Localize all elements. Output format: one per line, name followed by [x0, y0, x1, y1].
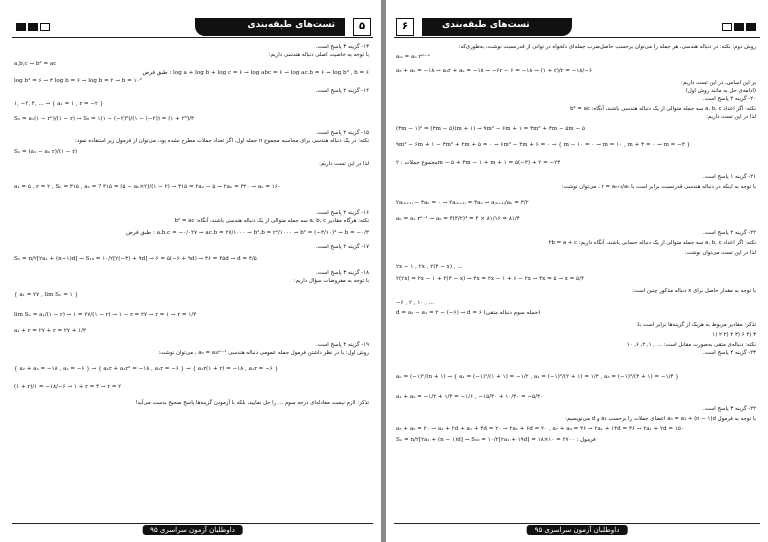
equation-line: Sₙ = (a₁ − aₙ r)/(۱ − r): [14, 149, 78, 155]
text-line: ۲۲- گزینه ۴ پاسخ است.: [702, 230, 756, 236]
equation-line: log b³ = ۶ → ۳ log b = ۶ → log b = ۲ → b = ۱۰²: [14, 78, 142, 84]
equation-line: (۱ + r)/۱ = −۱۸/−۶ → ۱ + r = ۳ → r = ۲: [14, 384, 122, 390]
text-line: نکته: هرگاه مقادیر a, b, c سه جمله متوالی از یک دنباله هندسی باشند، آنگاه: b² = ac: [174, 218, 369, 224]
page-number: ۵: [353, 18, 371, 36]
text-line: با توجه به خاصیت اصلی دنباله هندسی داریم:: [268, 52, 369, 58]
header-title-band: [195, 18, 345, 36]
equation-line: ۲a₍ₙ₊₁₎ − ۳aₙ = ۰ → ۲a₍ₙ₊₁₎ = ۳aₙ → a₍ₙ₊₁₎/aₙ = ۳/۲: [396, 200, 529, 206]
equation-line: a₃ + a₅ = ۲۰ → a₁ + ۲d + a₁ + ۴d = ۲۰ → ۲a₁ + ۶d = ۲۰ , a₇ + a₉ = ۳۶ → ۲a₁ + ۱۴d = ۳۶ → ۲a₁ + ۲d = ۱۵۰: [396, 426, 684, 432]
equation-line: aₘ = aₙ rᵐ⁻ⁿ: [396, 54, 431, 60]
text-line: ۱۹- گزینه ۴ پاسخ است.: [315, 342, 369, 348]
equation-line: a,b,c → b² = ac: [14, 61, 57, 67]
left-page-content: [14, 44, 369, 518]
left-page-header: [12, 18, 373, 38]
text-line: روش دوم: نکته: در دنباله هندسی، هر جمله را می‌توان برحسب حاصل‌ضرب جمله‌ای دلخواه در توانی از قدرنسبت نوشت، به‌طوری‌که:: [458, 44, 756, 50]
page-number: ۶: [396, 18, 414, 36]
equation-line: aₙ = (−۱)ⁿ/(n + ۱) → { a₁ = (−۱)¹/(۱ + ۱) = −۱/۲ , a₂ = (−۱)²/(۲ + ۱) = ۱/۳ , a₃ = (−۱)³/(۳ + ۱) = −۱/۴ }: [396, 374, 679, 380]
text-line: نکته: اگر اعداد a, b, c سه جمله متوالی از یک دنباله حسابی باشند، آنگاه داریم: ۲b = a + c: [548, 240, 756, 246]
header-decoration: [722, 23, 756, 29]
header-title: تست‌های طبقه‌بندی: [442, 20, 530, 30]
text-line: با توجه به اینکه در دنباله هندسی قدرنسبت برابر است با r = aₙ₊₁/aₙ ، می‌توان نوشت:: [561, 184, 756, 190]
equation-line: { a₁ = ۲۷ , lim Sₙ = ۱ }: [14, 292, 78, 298]
text-line: تذکر: مقادیر مربوط به هریک از گزینه‌ها برابر است با:: [636, 322, 756, 328]
text-line: نکته: دنباله‌ی متقی به‌صورت مقابل است: ... , ۱, ۲, ۶, ۱۰: [626, 342, 756, 348]
equation-line: ۹m² − ۶m + ۱ − ۳m² + ۲m + ۵ = ۰ → ۶m² − ۴m + ۶ = ۰ → { m − ۱۰ = ۰ → m = ۱۰ , m + ۳ = ۰ → m = −۳ }: [396, 142, 691, 148]
equation-line: Sₙ = a₁(۱ − rⁿ)/(۱ − r) → S₆ = ۱(۱ − (−۲)⁶)/(۱ − (−۲)) = (۱ + ۲⁶)/۳: [14, 116, 194, 122]
equation-line: Sₙ = n/۲[۲a₁ + (n − ۱)d] → S₁₀ = ۱۰/۲[۲a₁ + ۱۹d] = ۱۸×۱۰ = ۲۷۰۰ : فرمول: [396, 437, 596, 443]
text-line: نکته: در یک دنباله هندسی برای محاسبه مجموع n جمله اول، اگر تعداد جملات مطرح نشده بود، می‌توان از فرمول زیر استفاده نمود:: [75, 138, 369, 144]
header-title-band: [422, 18, 572, 36]
text-line: ۱۳- گزینه ۳ پاسخ است.: [315, 44, 369, 50]
text-line: لذا در این تست می‌توان نوشت:: [684, 250, 756, 256]
left-page: [0, 0, 381, 542]
right-page-footer: [394, 523, 760, 536]
right-page-content: [396, 44, 756, 518]
text-line: با توجه به مفروضات سؤال داریم:: [293, 278, 369, 284]
text-line: روش اول: با در نظر داشتن فرمول جمله عمومی دنباله هندسی aₙ = a₁rⁿ⁻¹ ، می‌توان نوشت:: [158, 350, 369, 356]
text-line: با توجه به مقدار حاصل برای x دنباله مذکور چنین است:: [632, 288, 756, 294]
equation-line: (۳m − ۱)² = (۳m − ۵)(m + ۱) → ۹m² − ۶m + ۱ = ۳m² + ۳m − ۵m − ۵: [396, 126, 585, 132]
text-line: لذا در این تست داریم:: [706, 114, 756, 120]
equation-line: ۲(۲x) = ۲x − ۱ + ۲(۳ − x) → ۴x = ۲x − ۱ + ۶ − ۲x → ۴x = ۵ → x = ۵/۴: [396, 276, 585, 282]
equation-line: log a + log b + log c = ۶ → log abc = ۶ → log ac.b = ۶ → log b³ , b = ۶ : طبق فرض: [142, 70, 369, 76]
equation-line: a₁ = ۵ , r = ۲ , Sₙ = ۳۱۵ , aₙ = ? ۳۱۵ = (۵ − aₙ×۲)/(۱ − ۲) → ۳۱۵ = ۲aₙ − ۵ → ۲aₙ = ۳۲۰ → aₙ = ۱۶۰: [14, 184, 281, 190]
footer-label: داوطلبان آزمون سراسری ۹۵: [527, 525, 628, 535]
text-line: ۲۰- گزینه ۴ پاسخ است.: [702, 96, 756, 102]
text-line: ۲۳- گزینه ۴ پاسخ است.: [702, 350, 756, 356]
text-line: ۱۴- گزینه ۲ پاسخ است.: [315, 88, 369, 94]
right-page-header: [394, 18, 760, 38]
text-line: (ادامه‌ی حل به مانند روش اول): [685, 88, 756, 94]
text-line: ۱۸- گزینه ۳ پاسخ است.: [315, 270, 369, 276]
equation-line: { a₂ + a₃ = −۱۸ , a₂ = −۶ } → { a₁r + a₁r² = −۱۸ , a₁r = −۶ } → { a₁r(۱ + r) = −۱۸ , a₁r = −۶ }: [14, 366, 279, 372]
text-line: نکته: اگر اعداد a, b, c سه جمله متوالی از یک دنباله هندسی باشند، آنگاه: b² = ac: [570, 106, 756, 112]
header-title: تست‌های طبقه‌بندی: [247, 20, 335, 30]
equation-line: Sₙ = n/۲[۲a₁ + (n−۱)d] → S₁₀ = ۱۰/۲[۲(−۳) + ۹d] → ۶ = ۵(−۶ + ۹d) → ۳۶ = ۴۵d → d = ۴/۵: [14, 256, 257, 262]
equation-line: a₃ + a₂ = −۱۸ → a₂r + a₂ = −۱۸ → −۶r − ۶ = −۱۸ → (۱ + r)/r = −۱۸/−۶: [396, 68, 592, 74]
text-line: لذا در این تست داریم:: [319, 161, 369, 167]
left-page-footer: [12, 523, 373, 536]
equation-line: d = a₂ − a₁ = ۲ − (−۶) → d = ۶ (جمله سوم دنباله متقی): [396, 310, 541, 316]
equation-line: lim Sₙ = a₁/(۱ − r) → ۱ = ۲۷/(۱ − r) → ۱ − r = ۲۷ → r = ۱ → r = ۱/۳: [14, 312, 197, 318]
equation-line: ۱, −۲, ۴, ... → { a₁ = ۱ , r = −۲ }: [14, 101, 104, 107]
right-page: [386, 0, 768, 542]
header-decoration: [16, 23, 50, 29]
text-line: با توجه به فرمول aₙ = a₁ + (n − ۱)d اعضای جملات را برحسب a₁ و d می‌نویسیم:: [565, 416, 756, 422]
text-line: ۲۴- گزینه ۳ پاسخ است.: [702, 406, 756, 412]
text-line: ۱۵- گزینه ۲ پاسخ است.: [315, 130, 369, 136]
text-line: بر این اساس، در این تست داریم:: [681, 80, 756, 86]
equation-line: a₁ + r = ۲۷ + r = ۲۷ + ۱/۳: [14, 328, 87, 334]
text-line: ۱۷- گزینه ۲ پاسخ است.: [315, 244, 369, 250]
equation-line: −۶ , ۲ , ۱۰ , ...: [396, 300, 435, 306]
text-line: ۳ (۴ ۶ (۳ ۴ (۲ ۲ (۱: [712, 332, 756, 338]
footer-label: داوطلبان آزمون سراسری ۹۵: [142, 525, 243, 535]
equation-line: a₁ + a₂ = −۱/۲ + ۱/۳ = −۱/۶ , −۱۵/۳۰ + ۱۰/۳۰ = −۵/۳۰: [396, 394, 544, 400]
text-line: تذکر: لازم نیست معادله‌ای درجه سوم ... را حل نمایید، بلکه با آزمودن گزینه‌ها پاسخ صحیح بدست می‌آید!: [135, 400, 369, 406]
text-line: ۱۶- گزینه ۲ پاسخ است.: [315, 210, 369, 216]
equation-line: a.b.c = −۰/۰۲۷ → ac.b = ۲۷/۱۰۰۰ → b².b = r³/۱۰۰۰ → b³ = (−۳/۱۰)³ → b = −۰/۳ : طبق فرض: [126, 230, 369, 236]
text-line: ۲۱- گزینه ۱ پاسخ است.: [702, 174, 756, 180]
equation-line: مجموع جملات : ۲m − ۵ + ۳m − ۱ + m + ۱ = ۵(−۳) + ۲ = −۲۳: [396, 160, 561, 166]
equation-line: ۲x − ۱ , ۲x , ۲(۳ − x) , ...: [396, 264, 463, 270]
equation-line: aₙ = a₁ rⁿ⁻¹ → a₅ = ۴(۳/۲)⁴ = ۴ × ۸۱/۱۶ = ۸۱/۴: [396, 216, 520, 222]
